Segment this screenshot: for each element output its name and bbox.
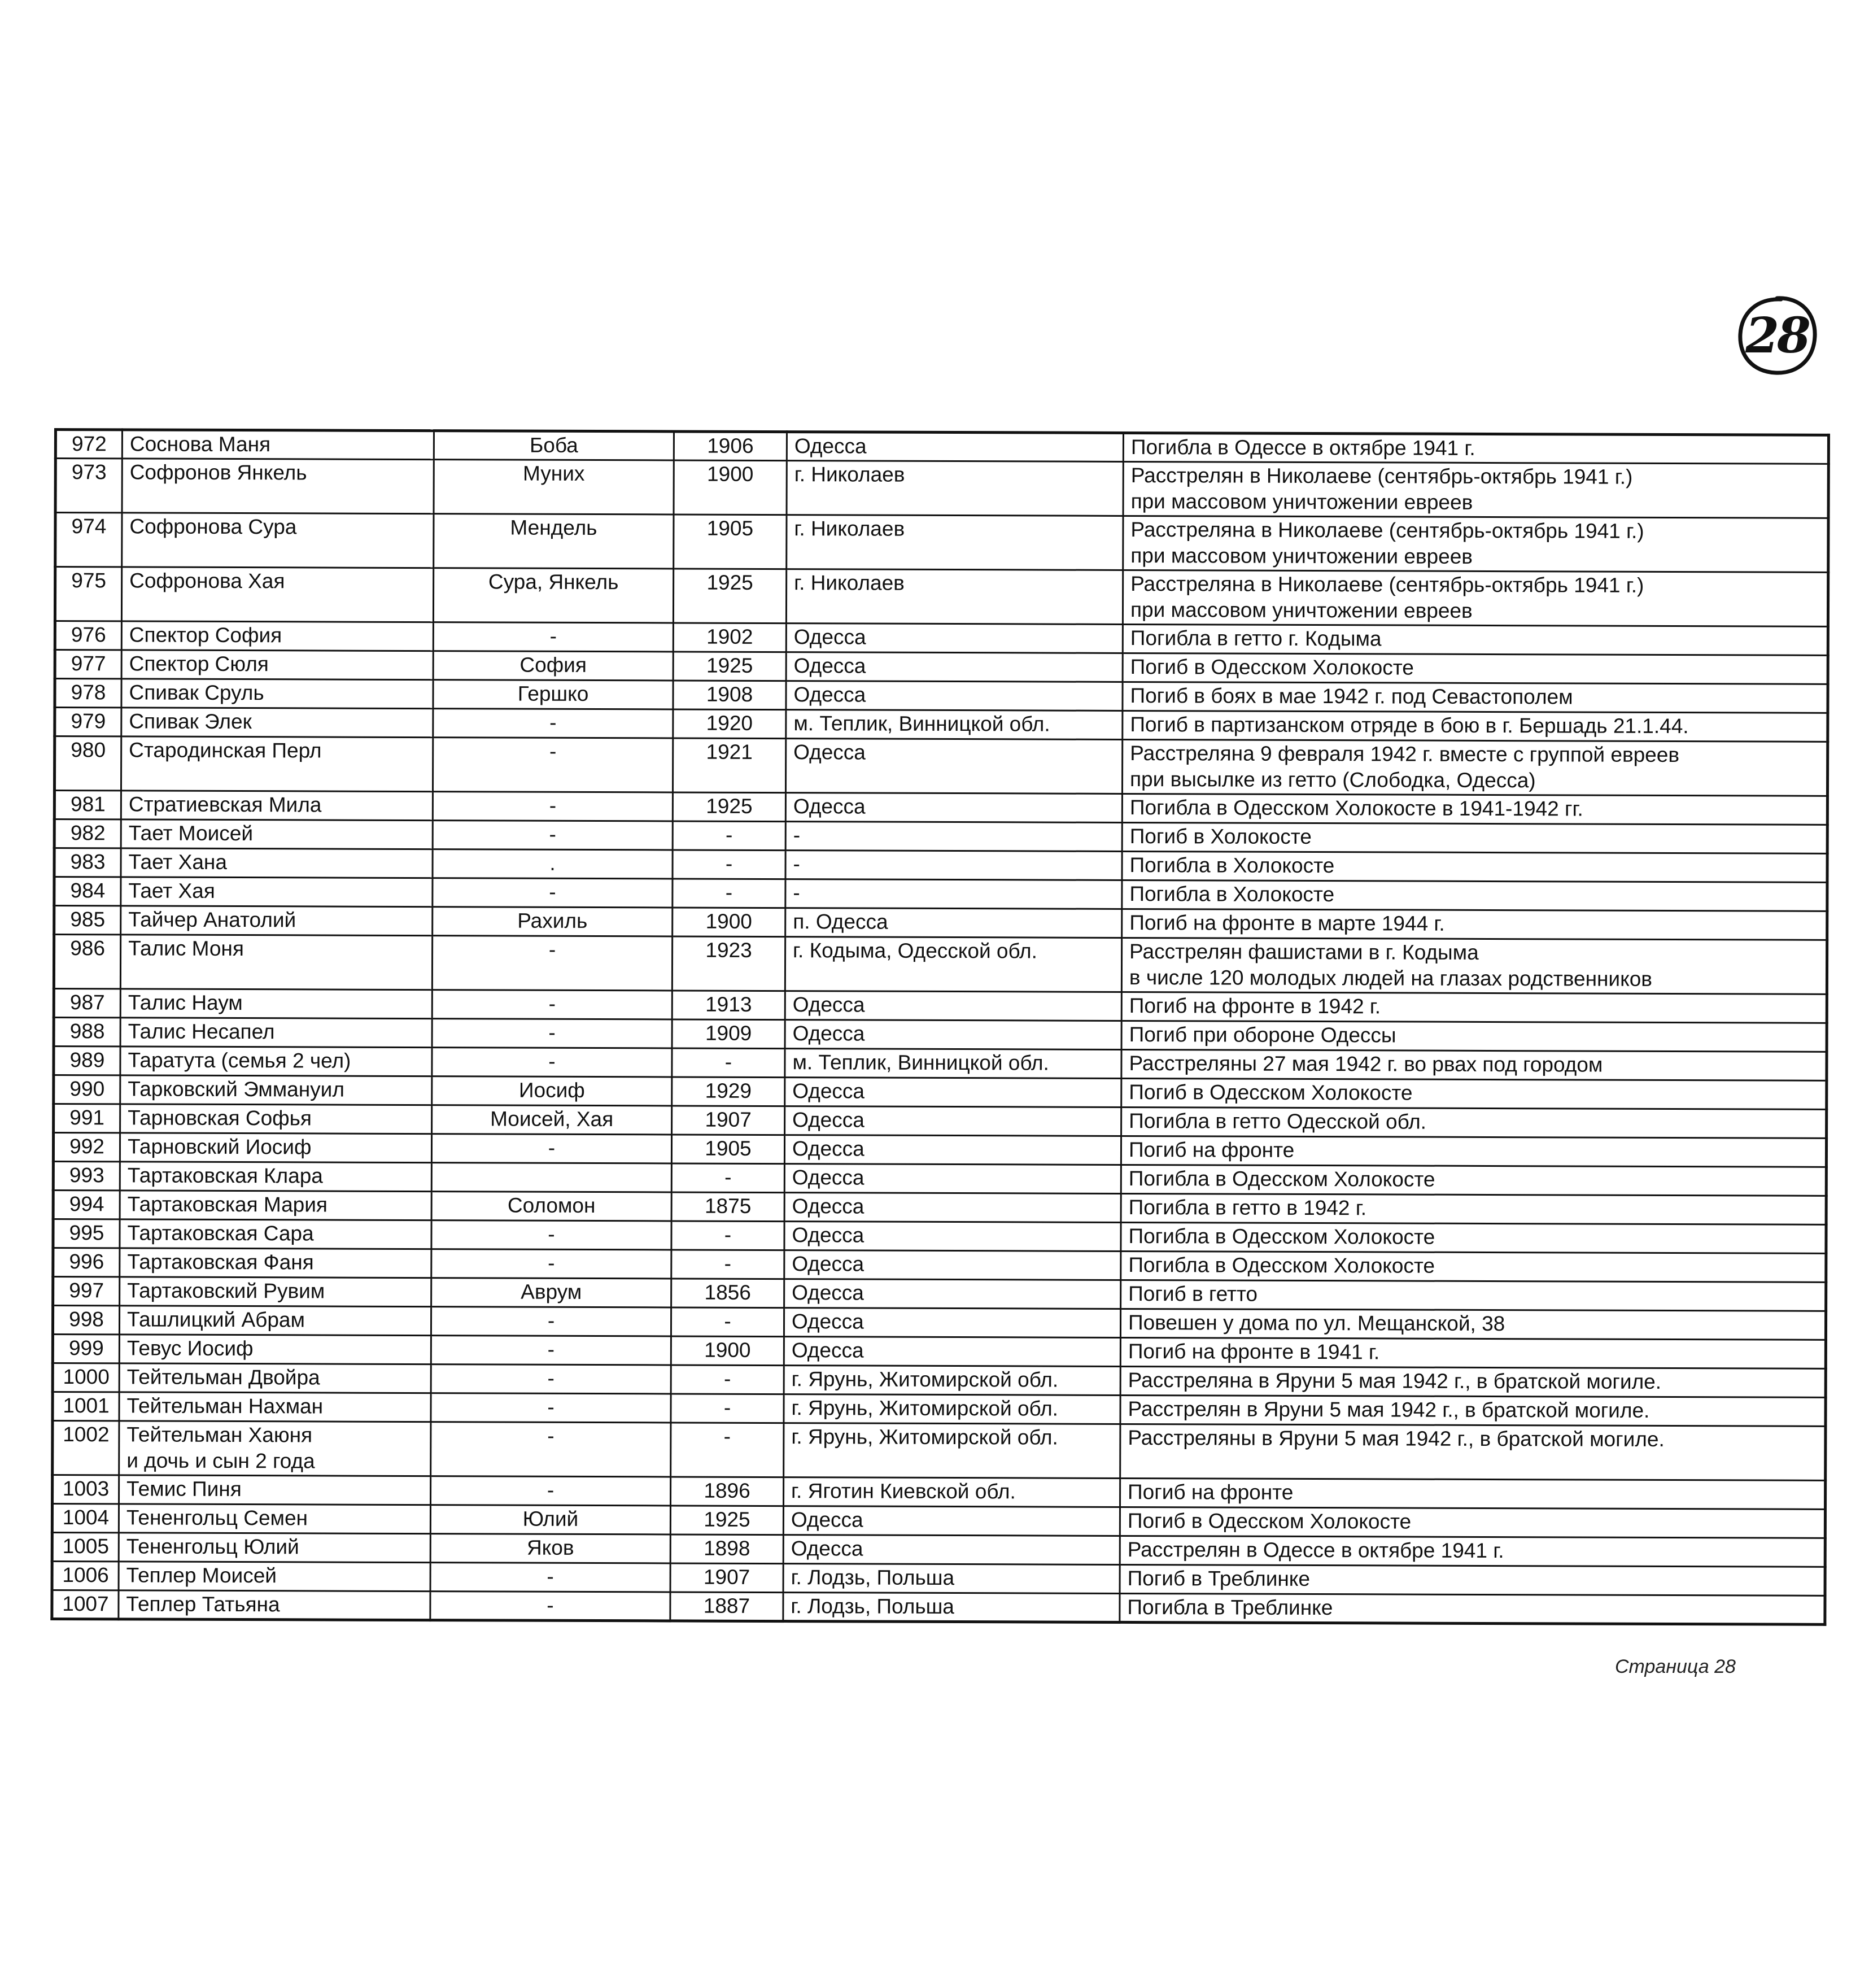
place-of-residence-cell: Одесса (786, 681, 1123, 711)
fate-description-cell: Погибла в Одесском Холокосте (1121, 1222, 1826, 1253)
record-number-cell: 973 (55, 459, 122, 513)
birth-year-cell: 1909 (672, 1019, 785, 1049)
person-name-cell: Тает Хая (121, 877, 433, 907)
person-name-cell: Софронова Хая (121, 567, 433, 622)
person-name-cell: Тартаковская Сара (120, 1219, 431, 1249)
place-of-residence-cell: Одесса (783, 1506, 1120, 1536)
record-number-cell: 989 (54, 1047, 120, 1075)
records-table (50, 428, 1830, 1626)
person-name-cell: Талис Моня (120, 935, 432, 990)
birth-year-cell: 1929 (672, 1077, 785, 1106)
birth-year-cell: 1923 (672, 936, 785, 991)
place-of-residence-cell: Одесса (785, 991, 1121, 1021)
parent-names-cell: София (433, 651, 673, 681)
birth-year-cell: 1913 (672, 991, 785, 1020)
table-row (54, 736, 1827, 796)
person-name-cell: Тайчер Анатолий (121, 906, 433, 936)
birth-year-cell: - (671, 1423, 784, 1477)
birth-year-cell: 1905 (671, 1135, 784, 1164)
place-of-residence-cell: Одесса (785, 739, 1122, 794)
parent-names-cell: - (431, 1249, 671, 1279)
person-name-cell: Стародинская Перл (121, 736, 433, 792)
table-row (52, 1590, 1825, 1624)
place-of-residence-cell: Одесса (785, 793, 1122, 823)
parent-names-cell: - (431, 1336, 671, 1365)
birth-year-cell: 1887 (670, 1592, 783, 1621)
table-row (53, 1420, 1826, 1480)
fate-description-cell: Погибла в Холокосте (1122, 880, 1827, 911)
birth-year-cell: 1896 (671, 1477, 784, 1506)
record-number-cell: 1006 (52, 1561, 119, 1590)
person-name-cell: Стратиевская Мила (121, 791, 433, 821)
record-number-cell: 988 (54, 1018, 120, 1047)
place-of-residence-cell: Одесса (784, 1279, 1121, 1309)
parent-names-cell: Сура, Янкель (433, 568, 673, 623)
birth-year-cell: - (672, 1048, 785, 1078)
person-name-cell: Тает Моисей (121, 819, 433, 849)
fate-description-cell: Расстрелян фашистами в г. Кодыма в числе 120 молодых людей на глазах родственников (1121, 938, 1827, 994)
record-number-cell: 994 (53, 1191, 120, 1219)
place-of-residence-cell: Одесса (785, 1078, 1121, 1108)
record-number-cell: 1000 (53, 1363, 119, 1392)
person-name-cell: Спектор София (121, 621, 433, 651)
person-name-cell: Тартаковский Рувим (120, 1277, 431, 1307)
parent-names-cell: - (432, 936, 672, 991)
birth-year-cell: - (671, 1163, 784, 1193)
person-name-cell: Тарновский Иосиф (120, 1133, 431, 1163)
place-of-residence-cell: м. Теплик, Винницкой обл. (785, 1049, 1121, 1079)
person-name-cell: Софронова Сура (122, 513, 434, 568)
record-number-cell: 974 (55, 513, 122, 567)
parent-names-cell: - (431, 1476, 671, 1506)
parent-names-cell: - (431, 1220, 671, 1250)
place-of-residence-cell: - (785, 822, 1122, 852)
birth-year-cell: 1905 (674, 515, 787, 569)
birth-year-cell: 1908 (673, 681, 786, 710)
birth-year-cell: - (673, 879, 785, 908)
person-name-cell: Ташлицкий Абрам (119, 1306, 431, 1336)
record-number-cell: 979 (55, 708, 121, 736)
place-of-residence-cell: Одесса (784, 1250, 1121, 1280)
record-number-cell: 978 (55, 679, 121, 708)
person-name-cell: Тартаковская Мария (120, 1191, 431, 1220)
birth-year-cell: 1925 (673, 652, 786, 681)
record-number-cell: 1005 (52, 1532, 119, 1561)
birth-year-cell: - (671, 1365, 784, 1394)
birth-year-cell: 1900 (671, 1336, 784, 1366)
person-name-cell: Таратута (семья 2 чел) (120, 1047, 432, 1076)
parent-names-cell: - (430, 1563, 670, 1592)
place-of-residence-cell: Одесса (787, 432, 1123, 462)
parent-names-cell: - (433, 622, 673, 652)
place-of-residence-cell: Одесса (784, 1193, 1121, 1223)
place-of-residence-cell: г. Яготин Киевской обл. (784, 1477, 1120, 1507)
person-name-cell: Теплер Моисей (119, 1562, 430, 1592)
place-of-residence-cell: Одесса (784, 1308, 1120, 1338)
parent-names-cell: - (433, 821, 673, 850)
person-name-cell: Спектор Сюля (121, 650, 433, 680)
birth-year-cell: - (671, 1394, 784, 1423)
parent-names-cell: - (431, 1393, 671, 1423)
fate-description-cell: Расстреляна в Николаеве (сентябрь-октябрь 1941 г.) при массовом уничтожении евреев (1123, 516, 1828, 572)
parent-names-cell: Иосиф (432, 1076, 672, 1106)
person-name-cell: Спивак Сруль (121, 679, 433, 709)
place-of-residence-cell: Одесса (784, 1337, 1120, 1367)
parent-names-cell: - (432, 990, 672, 1019)
record-number-cell: 997 (53, 1277, 120, 1306)
fate-description-cell: Погиб в Холокосте (1122, 822, 1827, 853)
parent-names-cell: - (432, 1019, 672, 1048)
fate-description-cell: Погиб в Одесском Холокосте (1120, 1507, 1825, 1538)
place-of-residence-cell: г. Лодзь, Польша (783, 1593, 1120, 1623)
record-number-cell: 1003 (53, 1475, 119, 1503)
place-of-residence-cell: Одесса (786, 624, 1123, 653)
place-of-residence-cell: Одесса (785, 1020, 1121, 1050)
birth-year-cell: 1900 (673, 908, 785, 937)
person-name-cell: Тевус Иосиф (119, 1335, 431, 1364)
birth-year-cell: 1902 (673, 623, 786, 652)
fate-description-cell: Погиб на фронте в марте 1944 г. (1122, 909, 1827, 940)
fate-description-cell: Повешен у дома по ул. Мещанской, 38 (1120, 1309, 1826, 1340)
record-number-cell: 980 (54, 736, 121, 791)
birth-year-cell: 1921 (673, 738, 785, 793)
person-name-cell: Тейтельман Нахман (119, 1392, 431, 1422)
table-row (54, 935, 1827, 995)
record-number-cell: 986 (54, 935, 120, 989)
fate-description-cell: Погибла в Одесском Холокосте в 1941-1942 гг. (1122, 794, 1827, 825)
fate-description-cell: Погиб в боях в мае 1942 г. под Севастополем (1123, 682, 1828, 713)
person-name-cell: Теплер Татьяна (119, 1590, 430, 1620)
record-number-cell: 976 (55, 621, 121, 650)
record-number-cell: 998 (53, 1306, 119, 1335)
parent-names-cell: - (431, 1422, 671, 1477)
fate-description-cell: Погиб в гетто (1121, 1280, 1826, 1311)
place-of-residence-cell: Одесса (784, 1135, 1121, 1165)
record-number-cell: 987 (54, 989, 120, 1018)
fate-description-cell: Расстреляна в Николаеве (сентябрь-октябрь 1941 г.) при массовом уничтожении евреев (1123, 570, 1828, 626)
parent-names-cell: - (433, 738, 673, 792)
parent-names-cell: Юлий (430, 1505, 670, 1534)
handwritten-page-number (1735, 294, 1819, 377)
place-of-residence-cell: - (785, 851, 1122, 880)
person-name-cell: Тартаковская Фаня (120, 1248, 431, 1278)
place-of-residence-cell: Одесса (783, 1535, 1120, 1565)
place-of-residence-cell: г. Лодзь, Польша (783, 1564, 1120, 1594)
record-number-cell: 1001 (53, 1392, 119, 1420)
place-of-residence-cell: Одесса (786, 652, 1123, 682)
person-name-cell: Тененгольц Юлий (119, 1533, 430, 1563)
person-name-cell: Темис Пиня (119, 1475, 431, 1505)
parent-names-cell: Рахиль (433, 907, 673, 936)
page-mark-number: 28 (1745, 307, 1809, 364)
birth-year-cell: 1920 (673, 709, 786, 739)
place-of-residence-cell: Одесса (785, 1106, 1121, 1136)
person-name-cell: Тартаковская Клара (120, 1162, 431, 1192)
record-number-cell: 983 (54, 848, 121, 877)
place-of-residence-cell: Одесса (784, 1222, 1121, 1252)
parent-names-cell: Боба (434, 431, 674, 460)
record-number-cell: 992 (53, 1133, 120, 1162)
table-body (52, 430, 1829, 1625)
fate-description-cell: Погиб в Одесском Холокосте (1121, 1078, 1827, 1109)
fate-description-cell: Погибла в Одесском Холокосте (1121, 1165, 1826, 1196)
fate-description-cell: Расстреляны 27 мая 1942 г. во рвах под городом (1121, 1049, 1827, 1080)
place-of-residence-cell: г. Николаев (787, 515, 1123, 570)
fate-description-cell: Расстрелян в Одессе в октябре 1941 г. (1120, 1536, 1825, 1567)
parent-names-cell: Яков (430, 1534, 670, 1563)
place-of-residence-cell: г. Кодыма, Одесской обл. (785, 937, 1121, 992)
fate-description-cell: Погиб в Треблинке (1120, 1564, 1825, 1595)
birth-year-cell: - (671, 1307, 784, 1337)
fate-description-cell: Погиб на фронте в 1942 г. (1121, 992, 1827, 1023)
parent-names-cell: . (433, 849, 673, 879)
birth-year-cell: 1900 (674, 460, 787, 515)
birth-year-cell: - (671, 1221, 784, 1250)
table-row (55, 459, 1828, 518)
parent-names-cell: - (431, 1134, 671, 1163)
birth-year-cell: 1856 (671, 1279, 784, 1308)
record-number-cell: 990 (54, 1075, 120, 1104)
person-name-cell: Тарковский Эммануил (120, 1075, 432, 1105)
parent-names-cell: - (433, 878, 673, 908)
fate-description-cell: Погиб на фронте (1120, 1478, 1826, 1509)
fate-description-cell: Погибла в гетто Одесской обл. (1121, 1107, 1827, 1138)
person-name-cell: Талис Наум (120, 989, 432, 1019)
parent-names-cell: Соломон (431, 1192, 671, 1221)
parent-names-cell: - (430, 1592, 670, 1621)
parent-names-cell: Мендель (434, 514, 674, 569)
birth-year-cell: 1925 (673, 569, 786, 624)
person-name-cell: Тает Хана (121, 848, 433, 878)
table-row (55, 567, 1828, 627)
fate-description-cell: Расстрелян в Яруни 5 мая 1942 г., в братской могиле. (1120, 1395, 1826, 1426)
record-number-cell: 972 (55, 430, 122, 459)
birth-year-cell: - (671, 1250, 784, 1279)
birth-year-cell: - (673, 821, 785, 851)
person-name-cell: Талис Несапел (120, 1018, 432, 1048)
place-of-residence-cell: г. Ярунь, Житомирской обл. (784, 1366, 1120, 1396)
table-row (55, 513, 1828, 573)
parent-names-cell: - (433, 792, 673, 821)
record-number-cell: 975 (55, 567, 121, 621)
fate-description-cell: Погиб на фронте (1121, 1136, 1826, 1167)
parent-names-cell: - (431, 1307, 671, 1336)
page-footer: Страница 28 (1615, 1656, 1736, 1677)
parent-names-cell: - (433, 709, 673, 738)
record-number-cell: 991 (54, 1104, 120, 1133)
birth-year-cell: 1907 (672, 1106, 785, 1135)
record-number-cell: 985 (54, 906, 121, 935)
person-name-cell: Тейтельман Двойра (119, 1363, 431, 1393)
place-of-residence-cell: г. Николаев (787, 461, 1123, 516)
record-number-cell: 995 (53, 1219, 120, 1248)
record-number-cell: 1002 (53, 1420, 119, 1475)
fate-description-cell: Погибла в гетто в 1942 г. (1121, 1193, 1826, 1224)
person-name-cell: Софронов Янкель (122, 459, 434, 514)
record-number-cell: 1007 (52, 1590, 119, 1619)
parent-names-cell: Аврум (431, 1278, 671, 1307)
fate-description-cell: Расстреляны в Яруни 5 мая 1942 г., в братской могиле. (1120, 1424, 1826, 1480)
birth-year-cell: - (673, 850, 785, 879)
record-number-cell: 982 (54, 819, 121, 848)
fate-description-cell: Погиб в Одесском Холокосте (1123, 653, 1828, 684)
person-name-cell: Спивак Элек (121, 708, 433, 738)
fate-description-cell: Погибла в Одессе в октябре 1941 г. (1123, 433, 1828, 464)
fate-description-cell: Погибла в гетто г. Кодыма (1123, 624, 1828, 655)
person-name-cell: Тейтельман Хаюня и дочь и сын 2 года (119, 1421, 431, 1476)
birth-year-cell: 1906 (674, 431, 787, 461)
place-of-residence-cell: г. Ярунь, Житомирской обл. (784, 1423, 1120, 1479)
person-name-cell: Соснова Маня (122, 430, 434, 460)
record-number-cell: 999 (53, 1335, 119, 1363)
record-number-cell: 1004 (52, 1503, 119, 1532)
place-of-residence-cell: п. Одесса (785, 908, 1122, 938)
record-number-cell: 996 (53, 1248, 120, 1277)
parent-names-cell (431, 1163, 671, 1192)
person-name-cell: Тарновская Софья (120, 1104, 432, 1134)
fate-description-cell: Погиб на фронте в 1941 г. (1120, 1337, 1826, 1368)
birth-year-cell: 1875 (671, 1192, 784, 1222)
birth-year-cell: 1898 (670, 1534, 783, 1564)
parent-names-cell: - (432, 1048, 672, 1077)
place-of-residence-cell: г. Ярунь, Житомирской обл. (784, 1394, 1120, 1424)
birth-year-cell: 1925 (673, 792, 785, 822)
birth-year-cell: 1925 (670, 1506, 783, 1535)
fate-description-cell: Погибла в Одесском Холокосте (1121, 1251, 1826, 1282)
fate-description-cell: Погиб в партизанском отряде в бою в г. Бершадь 21.1.44. (1123, 710, 1828, 742)
fate-description-cell: Расстреляна 9 февраля 1942 г. вместе с группой евреев при высылке из гетто (Слободка, Одесса) (1122, 739, 1827, 796)
place-of-residence-cell: - (785, 879, 1122, 909)
fate-description-cell: Расстреляна в Яруни 5 мая 1942 г., в братской могиле. (1120, 1366, 1826, 1397)
parent-names-cell: Муних (434, 460, 674, 515)
record-number-cell: 981 (54, 791, 121, 819)
fate-description-cell: Погибла в Треблинке (1120, 1593, 1825, 1624)
place-of-residence-cell: Одесса (784, 1164, 1121, 1194)
parent-names-cell: Гершко (433, 680, 673, 709)
fate-description-cell: Погиб при обороне Одессы (1121, 1021, 1827, 1052)
place-of-residence-cell: г. Николаев (786, 569, 1123, 625)
fate-description-cell: Расстрелян в Николаеве (сентябрь-октябрь 1941 г.) при массовом уничтожении евреев (1123, 461, 1828, 518)
place-of-residence-cell: м. Теплик, Винницкой обл. (786, 710, 1123, 740)
parent-names-cell: - (431, 1364, 671, 1394)
birth-year-cell: 1907 (670, 1563, 783, 1593)
record-number-cell: 977 (55, 650, 121, 679)
record-number-cell: 984 (54, 877, 121, 906)
fate-description-cell: Погибла в Холокосте (1122, 851, 1827, 882)
record-number-cell: 993 (53, 1162, 120, 1191)
person-name-cell: Тененгольц Семен (119, 1504, 430, 1534)
parent-names-cell: Моисей, Хая (432, 1105, 672, 1135)
